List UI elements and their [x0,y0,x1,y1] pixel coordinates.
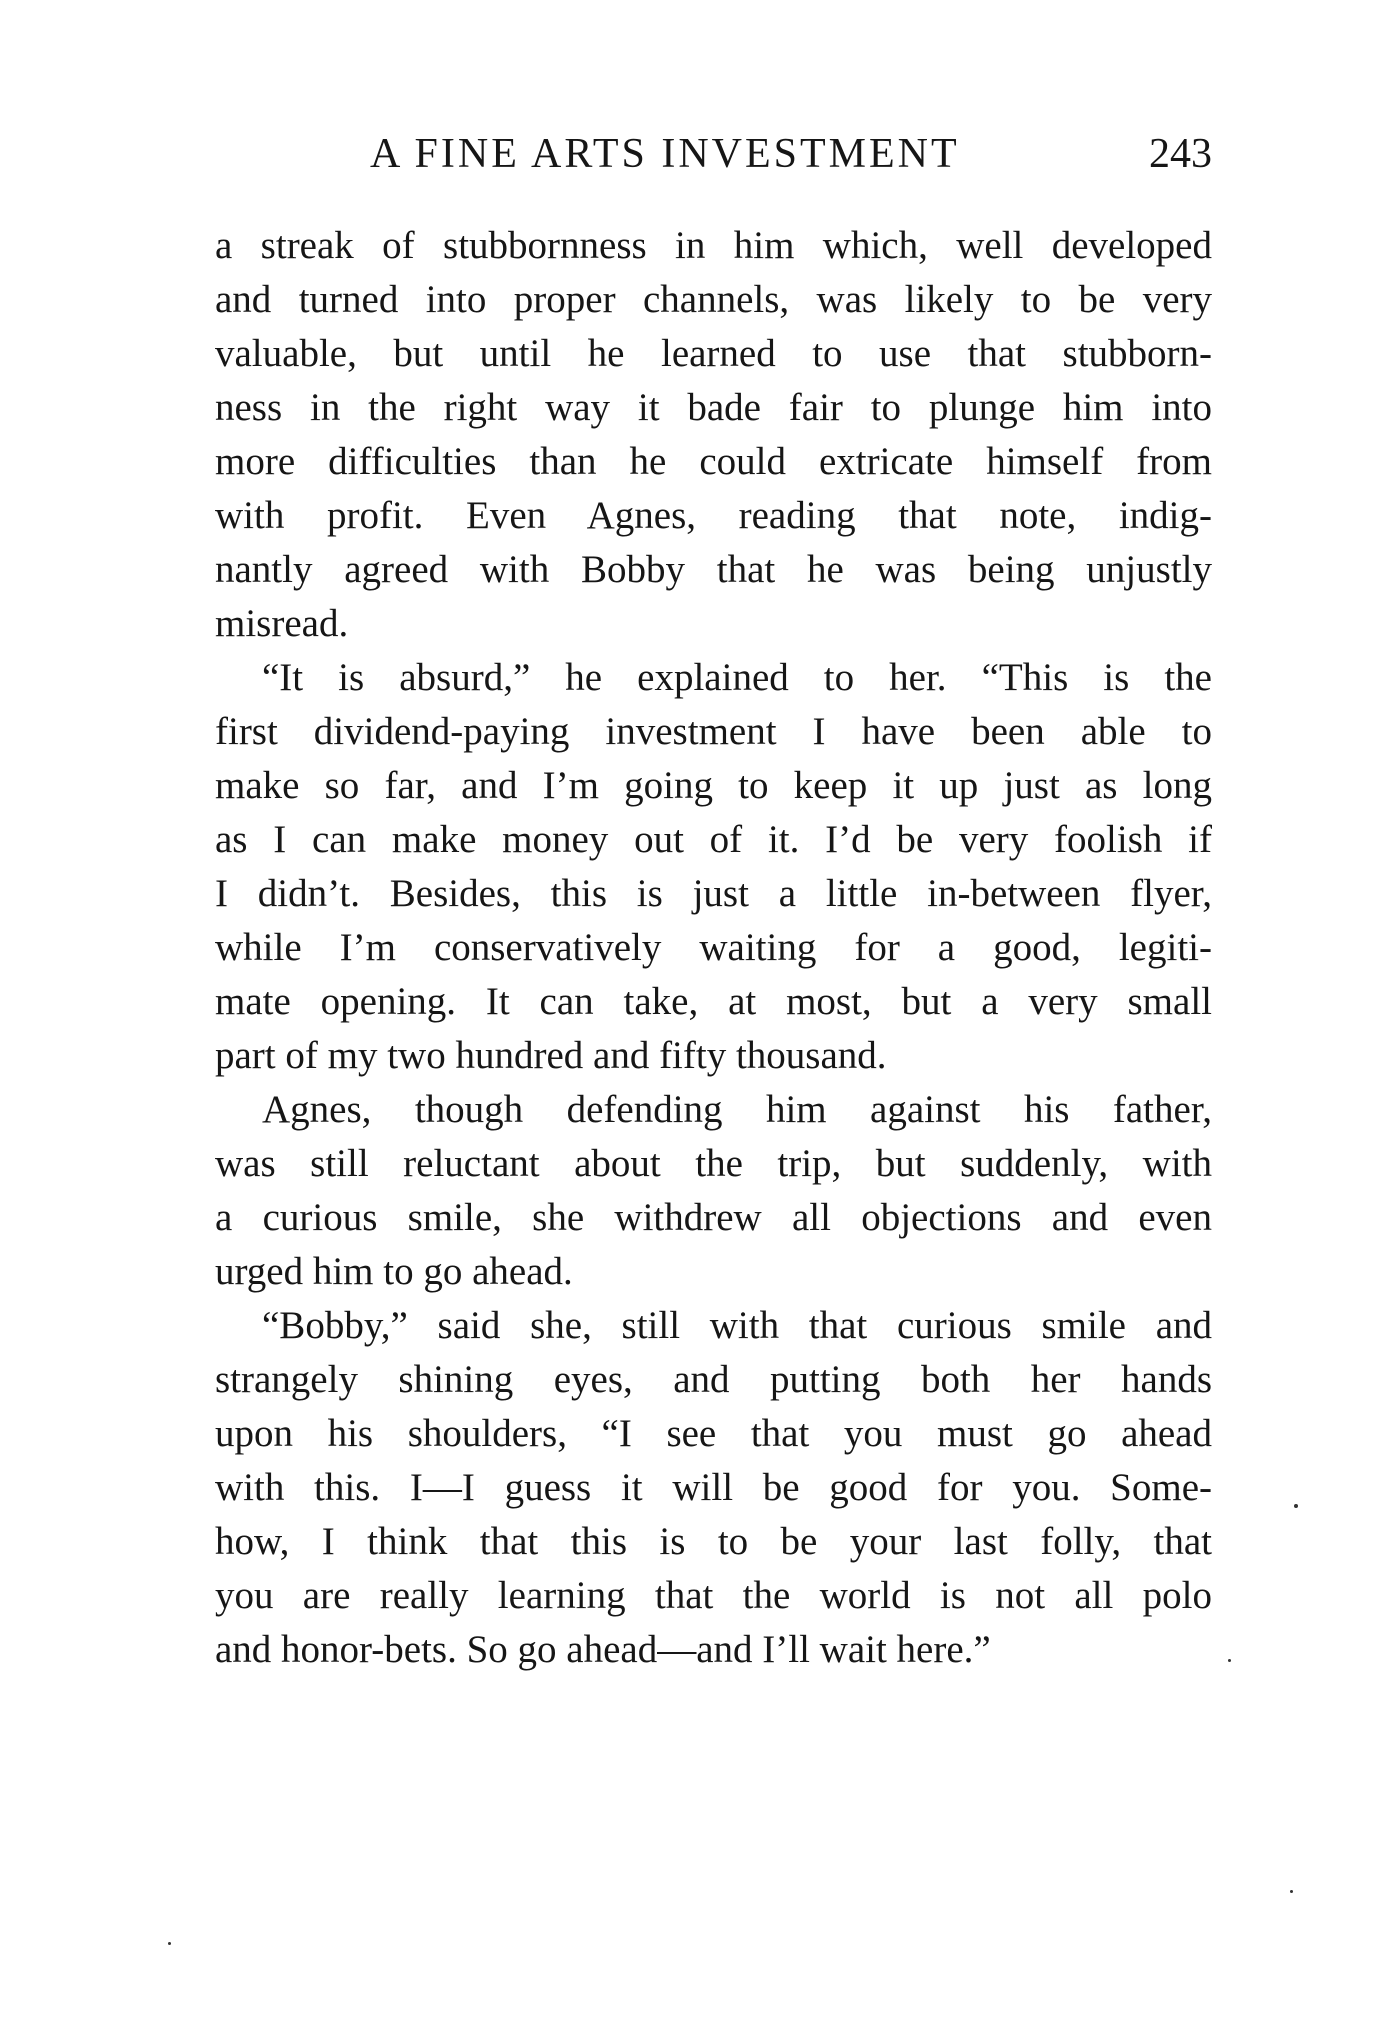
text-line: I didn’t. Besides, this is just a little in-between flyer, [215,872,1212,915]
running-head [215,128,1212,180]
text-line: a curious smile, she withdrew all objections and even [215,1196,1212,1239]
paper-speck [1228,1659,1231,1662]
text-line: first dividend-paying investment I have been able to [215,710,1212,753]
text-line: while I’m conservatively waiting for a good, legiti- [215,926,1212,969]
text-line: Agnes, though defending him against his father, [262,1088,1212,1131]
text-line: part of my two hundred and fifty thousand. [215,1034,887,1077]
text-line: valuable, but until he learned to use that stubborn- [215,332,1212,375]
body-text [215,219,1212,1677]
text-line: ness in the right way it bade fair to plunge him into [215,386,1212,429]
text-line: and honor-bets. So go ahead—and I’ll wait here.” [215,1628,991,1671]
text-line: more difficulties than he could extricate himself from [215,440,1212,483]
paper-speck [168,1942,171,1945]
text-line: was still reluctant about the trip, but suddenly, with [215,1142,1212,1185]
text-line: mate opening. It can take, at most, but a very small [215,980,1212,1023]
text-line: upon his shoulders, “I see that you must go ahead [215,1412,1212,1455]
text-line: with this. I—I guess it will be good for you. Some- [215,1466,1212,1509]
paper-speck [1290,1890,1293,1893]
text-line: misread. [215,602,349,645]
text-line: nantly agreed with Bobby that he was being unjustly [215,548,1212,591]
text-line: “Bobby,” said she, still with that curious smile and [262,1304,1212,1347]
text-line: with profit. Even Agnes, reading that note, indig- [215,494,1212,537]
text-line: “It is absurd,” he explained to her. “This is the [262,656,1212,699]
running-title: A FINE ARTS INVESTMENT [370,131,960,177]
text-line: a streak of stubbornness in him which, well developed [215,224,1212,267]
text-line: as I can make money out of it. I’d be very foolish if [215,818,1212,861]
text-line: how, I think that this is to be your last folly, that [215,1520,1212,1563]
text-line: urged him to go ahead. [215,1250,573,1293]
text-line: strangely shining eyes, and putting both her hands [215,1358,1212,1401]
page-number: 243 [1149,131,1212,177]
paper-speck [1294,1504,1298,1508]
text-line: and turned into proper channels, was likely to be very [215,278,1212,321]
text-line: make so far, and I’m going to keep it up just as long [215,764,1212,807]
text-line: you are really learning that the world is not all polo [215,1574,1212,1617]
